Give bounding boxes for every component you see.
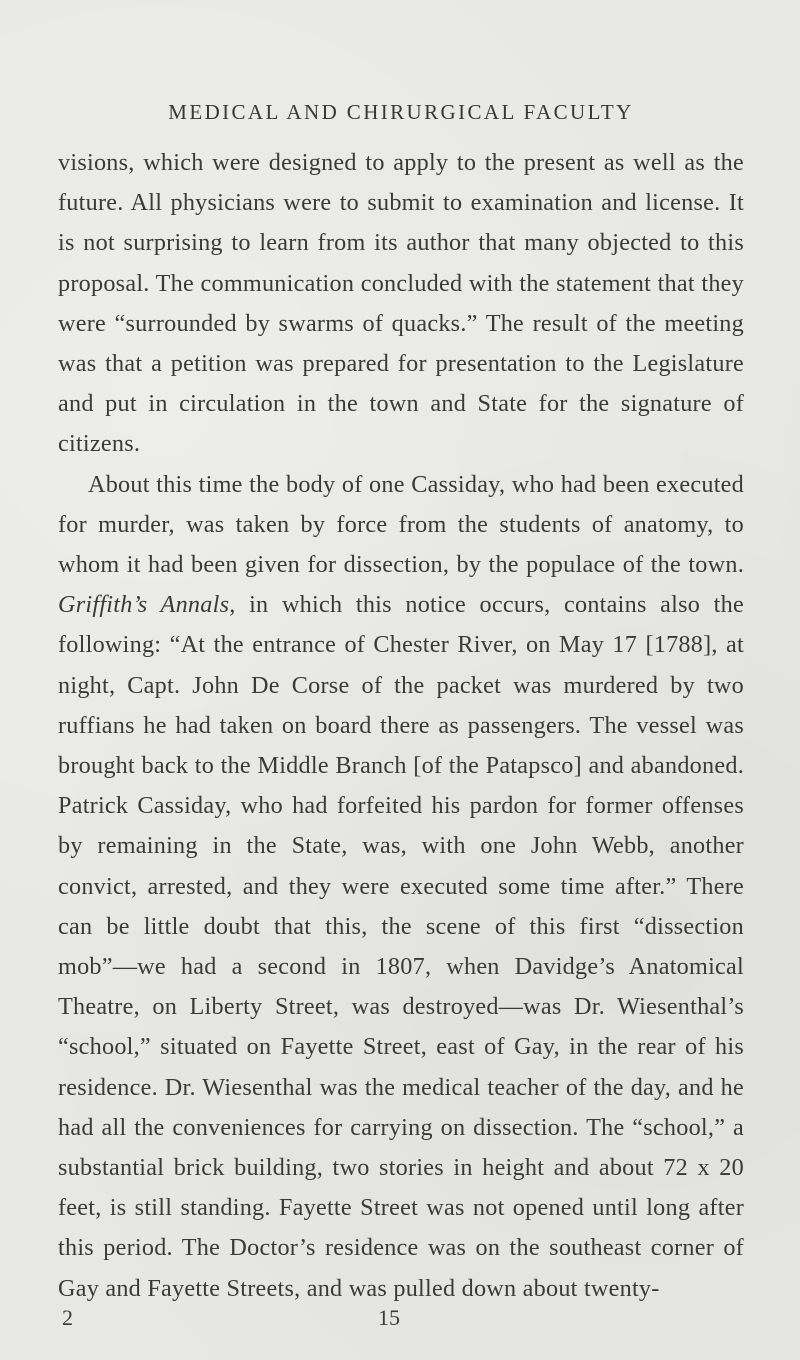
signature-mark: 2 [62,1304,73,1330]
body-text [58,143,744,1309]
paragraph-2-italic-title: Griffith’s Annals, [58,591,236,619]
page-number: 15 [378,1304,400,1330]
document-page [58,100,744,1339]
page-footer [58,1304,744,1339]
paragraph-1: visions, which were designed to apply to the present as well as the future. All physicians were to submit to examination and license. It is not surprising to learn from its author that many objected to this proposal. The communication concluded with the statement that they were “surrounded by swarms of quacks.” The result of the meeting was that a petition was prepared for presentation to the Legislature and put in circulation in the town and State for the signature of citizens. [58,149,744,458]
running-head: MEDICAL AND CHIRURGICAL FACULTY [168,100,634,124]
paragraph-2-text-after-italic: in which this notice occurs, contains also the following: “At the entrance of Chester River, on May 17 [1788], at night, Capt. John De Corse of the packet was murdered by two ruffians he had taken on board there as passengers. The vessel was brought back to the Middle Branch [of the Patapsco] and abandoned. Patrick Cassiday, who had forfeited his pardon for former offenses by remaining in the State, was, with one John Webb, another convict, arrested, and they were executed some time after.” There can be little doubt that this, the scene of this first “dissection mob”—we had a second in 1807, when Davidge’s Anatomical Theatre, on Liberty Street, was destroyed—was Dr. Wiesenthal’s “school,” situated on Fayette Street, east of Gay, in the rear of his residence. Dr. Wiesenthal was the medical teacher of the day, and he had all the conveniences for carrying on dissection. The “school,” a substantial brick building, two stories in height and about 72 x 20 feet, is still standing. Fayette Street was not opened until long after this period. The Doctor’s residence was on the southeast corner of Gay and Fayette Streets, and was pulled down about twenty- [58,591,744,1302]
paragraph-2-text-before-italic: About this time the body of one Cassiday, who had been executed for murder, was taken by force from the students of anatomy, to whom it had been given for dissection, by the populace of the town. [58,470,744,579]
paragraph-2 [58,465,744,1309]
